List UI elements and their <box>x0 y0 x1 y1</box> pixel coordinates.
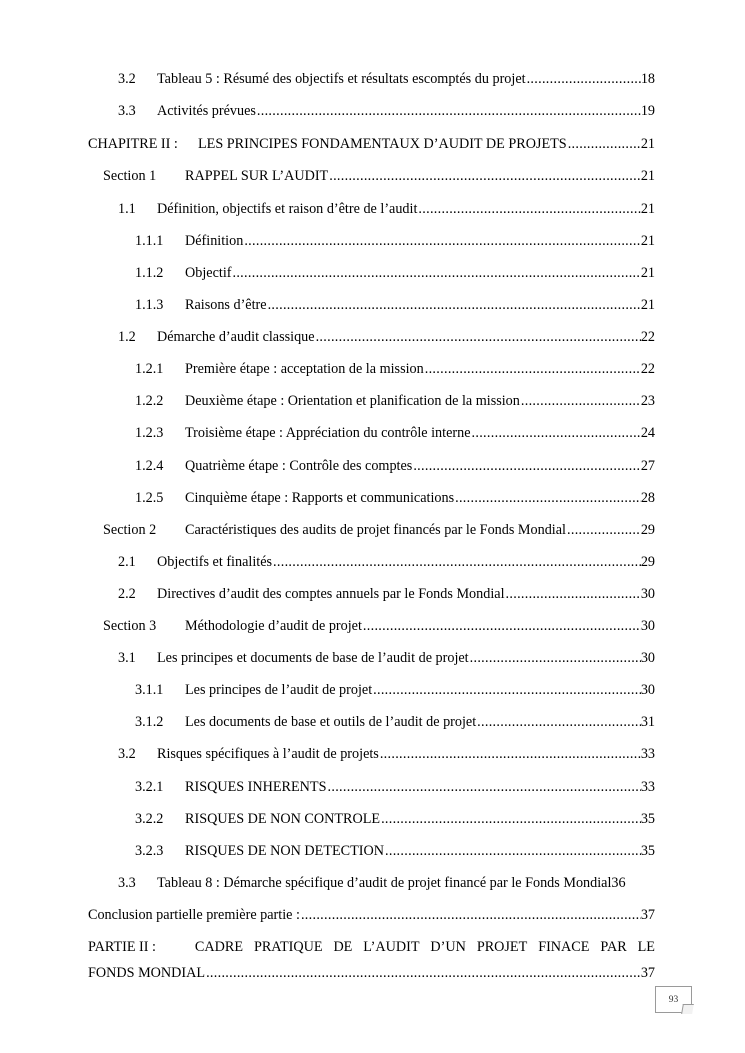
toc-entry-line1 <box>88 938 655 956</box>
toc-entry-number: Section 2 <box>103 522 157 538</box>
toc-entry-number: 2.1 <box>118 554 136 570</box>
toc-entry-title: Démarche d’audit classique <box>157 329 315 345</box>
toc-entry-page: 24 <box>640 425 655 441</box>
page-corner-fold <box>681 1004 694 1014</box>
toc-entry-title: Les documents de base et outils de l’audit de projet <box>185 714 477 730</box>
toc-entry-number: 1.1.1 <box>135 233 164 249</box>
toc-entry-line2 <box>88 964 655 982</box>
toc-entry-page: 21 <box>640 168 655 184</box>
dot-leader <box>455 489 641 507</box>
toc-entry-number: CHAPITRE II : <box>88 136 178 152</box>
toc-word: LE <box>637 939 655 955</box>
toc-entry-number: 3.2 <box>118 746 136 762</box>
dot-leader <box>268 296 641 314</box>
toc-entry[interactable] <box>118 102 655 120</box>
toc-entry-page: 36 <box>611 875 626 891</box>
toc-entry[interactable] <box>103 167 655 185</box>
toc-entry-number: 1.1.2 <box>135 265 164 281</box>
toc-entry-title: Deuxième étape : Orientation et planification de la mission <box>185 393 520 409</box>
toc-entry-page: 29 <box>640 522 655 538</box>
toc-entry-number: 3.2 <box>118 71 136 87</box>
toc-entry[interactable] <box>135 264 655 282</box>
dot-leader <box>329 167 641 185</box>
toc-entry-page: 30 <box>640 650 655 666</box>
toc-entry-page: 21 <box>640 297 655 313</box>
dot-leader <box>373 681 641 699</box>
dot-leader <box>568 135 641 153</box>
dot-leader <box>472 424 641 442</box>
toc-entry-number: 1.2.3 <box>135 425 164 441</box>
toc-entry-page: 33 <box>640 746 655 762</box>
dot-leader <box>301 906 641 924</box>
toc-entry-title: Définition, objectifs et raison d’être de l’audit <box>157 201 418 217</box>
toc-entry[interactable] <box>135 296 655 314</box>
toc-entry-number: 1.2.1 <box>135 361 164 377</box>
toc-entry[interactable] <box>135 778 655 796</box>
dot-leader <box>477 713 641 731</box>
toc-entry[interactable] <box>135 232 655 250</box>
toc-entry-title: Les principes et documents de base de l’audit de projet <box>157 650 469 666</box>
toc-entry-page: 18 <box>640 71 655 87</box>
toc-word: DE <box>333 939 353 955</box>
toc-word: PROJET <box>476 939 528 955</box>
toc-entry-page: 22 <box>640 329 655 345</box>
toc-entry[interactable] <box>118 553 655 571</box>
toc-entry[interactable] <box>103 617 655 635</box>
toc-entry-title: Raisons d’être <box>185 297 267 313</box>
toc-entry[interactable] <box>135 713 655 731</box>
toc-entry-title: Première étape : acceptation de la mission <box>185 361 424 377</box>
toc-entry-number: 3.2.3 <box>135 843 164 859</box>
toc-entry-title: Risques spécifiques à l’audit de projets <box>157 746 379 762</box>
toc-entry-page: 28 <box>640 490 655 506</box>
toc-word: PAR <box>600 939 627 955</box>
toc-entry-title: Méthodologie d’audit de projet <box>185 618 362 634</box>
toc-entry-title: Les principes de l’audit de projet <box>185 682 373 698</box>
toc-entry-page: 37 <box>640 965 655 981</box>
dot-leader <box>244 232 640 250</box>
toc-entry[interactable] <box>135 360 655 378</box>
toc-entry-page: 29 <box>640 554 655 570</box>
toc-entry-page: 33 <box>640 779 655 795</box>
dot-leader <box>425 360 641 378</box>
toc-entry-title: RISQUES DE NON DETECTION <box>185 843 385 859</box>
toc-entry-number: 3.1 <box>118 650 136 666</box>
toc-word: PRATIQUE <box>253 939 323 955</box>
toc-entry-title: Activités prévues <box>157 103 256 119</box>
toc-word: CADRE <box>194 939 244 955</box>
toc-entry-page: 21 <box>640 201 655 217</box>
toc-entry-page: 22 <box>640 361 655 377</box>
toc-entry[interactable] <box>118 70 655 88</box>
toc-entry-title: Objectif <box>185 265 232 281</box>
dot-leader <box>506 585 641 603</box>
toc-entry-page: 27 <box>640 458 655 474</box>
page-number-text: 93 <box>668 994 679 1005</box>
dot-leader <box>363 617 641 635</box>
toc-entry[interactable] <box>118 585 655 603</box>
toc-entry-page: 21 <box>640 265 655 281</box>
toc-entry-number: 1.2.4 <box>135 458 164 474</box>
toc-entry-number: 2.2 <box>118 586 136 602</box>
toc-entry-number: 1.2.5 <box>135 490 164 506</box>
toc-entry[interactable] <box>88 906 655 924</box>
dot-leader <box>273 553 641 571</box>
toc-entry-title: RISQUES INHERENTS <box>185 779 327 795</box>
dot-leader <box>316 328 641 346</box>
toc-entry-page: 30 <box>640 586 655 602</box>
toc-entry[interactable] <box>135 842 655 860</box>
dot-leader <box>527 70 641 88</box>
toc-entry-title: Quatrième étape : Contrôle des comptes <box>185 458 413 474</box>
toc-entry-page: 31 <box>640 714 655 730</box>
toc-entry-page: 30 <box>640 682 655 698</box>
toc-entry-partie-2[interactable] <box>88 938 655 982</box>
toc-entry[interactable] <box>135 392 655 410</box>
toc-entry-title: Conclusion partielle première partie : <box>88 907 300 923</box>
dot-leader <box>385 842 641 860</box>
toc-entry-page: 35 <box>640 843 655 859</box>
toc-entry-number: 3.1.1 <box>135 682 164 698</box>
dot-leader <box>380 745 641 763</box>
toc-entry-title: FONDS MONDIAL <box>88 965 206 981</box>
toc-entry-number: 3.3 <box>118 103 136 119</box>
toc-entry-title: Cinquième étape : Rapports et communications <box>185 490 455 506</box>
dot-leader <box>381 810 641 828</box>
toc-entry-number: 3.1.2 <box>135 714 164 730</box>
toc-entry-number: 3.2.2 <box>135 811 164 827</box>
toc-entry-title: Directives d’audit des comptes annuels par le Fonds Mondial <box>157 586 505 602</box>
toc-entry-title: Tableau 5 : Résumé des objectifs et résultats escomptés du projet <box>157 71 526 87</box>
toc-word: D’UN <box>430 939 466 955</box>
dot-leader <box>567 521 641 539</box>
toc-entry-number: 3.3 <box>118 875 136 891</box>
toc-entry[interactable] <box>135 489 655 507</box>
toc-entry-number: 3.2.1 <box>135 779 164 795</box>
toc-entry-number: 1.2.2 <box>135 393 164 409</box>
toc-entry-number: 1.2 <box>118 329 136 345</box>
toc-entry[interactable] <box>135 424 655 442</box>
toc-entry-number: Section 3 <box>103 618 157 634</box>
toc-word: FINACE <box>538 939 590 955</box>
toc-entry-title: LES PRINCIPES FONDAMENTAUX D’AUDIT DE PROJETS <box>198 136 567 152</box>
toc-entry-title: Caractéristiques des audits de projet financés par le Fonds Mondial <box>185 522 566 538</box>
toc-entry[interactable] <box>118 649 655 667</box>
toc-entry[interactable] <box>135 810 655 828</box>
toc-entry[interactable] <box>135 457 655 475</box>
toc-entry-page: 21 <box>640 233 655 249</box>
toc-entry[interactable] <box>88 135 655 153</box>
toc-entry-title: Troisième étape : Appréciation du contrôle interne <box>185 425 471 441</box>
toc-entry-title: Définition <box>185 233 244 249</box>
dot-leader <box>470 649 641 667</box>
dot-leader <box>232 264 640 282</box>
toc-entry-number: PARTIE II : <box>88 939 156 955</box>
toc-entry[interactable] <box>118 200 655 218</box>
toc-entry-number: Section 1 <box>103 168 157 184</box>
toc-entry-title: RISQUES DE NON CONTROLE <box>185 811 381 827</box>
toc-entry[interactable] <box>118 874 655 892</box>
dot-leader <box>328 778 641 796</box>
dot-leader <box>257 102 641 120</box>
dot-leader <box>418 200 640 218</box>
toc-entry-page: 30 <box>640 618 655 634</box>
toc-entry-page: 23 <box>640 393 655 409</box>
toc-entry-page: 21 <box>640 136 655 152</box>
toc-entry[interactable] <box>103 521 655 539</box>
toc-entry-title: Objectifs et finalités <box>157 554 273 570</box>
toc-entry[interactable] <box>118 328 655 346</box>
dot-leader <box>521 392 641 410</box>
toc-entry-title: Tableau 8 : Démarche spécifique d’audit de projet financé par le Fonds Mondial <box>157 875 612 891</box>
toc-entry-page: 37 <box>640 907 655 923</box>
toc-entry-page: 35 <box>640 811 655 827</box>
dot-leader <box>206 964 641 982</box>
toc-entry-title: RAPPEL SUR L’AUDIT <box>185 168 329 184</box>
toc-entry-number: 1.1.3 <box>135 297 164 313</box>
toc-word: L’AUDIT <box>363 939 420 955</box>
toc-entry-number: 1.1 <box>118 201 136 217</box>
toc-entry-page: 19 <box>640 103 655 119</box>
dot-leader <box>413 457 640 475</box>
toc-entry[interactable] <box>118 745 655 763</box>
toc-entry[interactable] <box>135 681 655 699</box>
